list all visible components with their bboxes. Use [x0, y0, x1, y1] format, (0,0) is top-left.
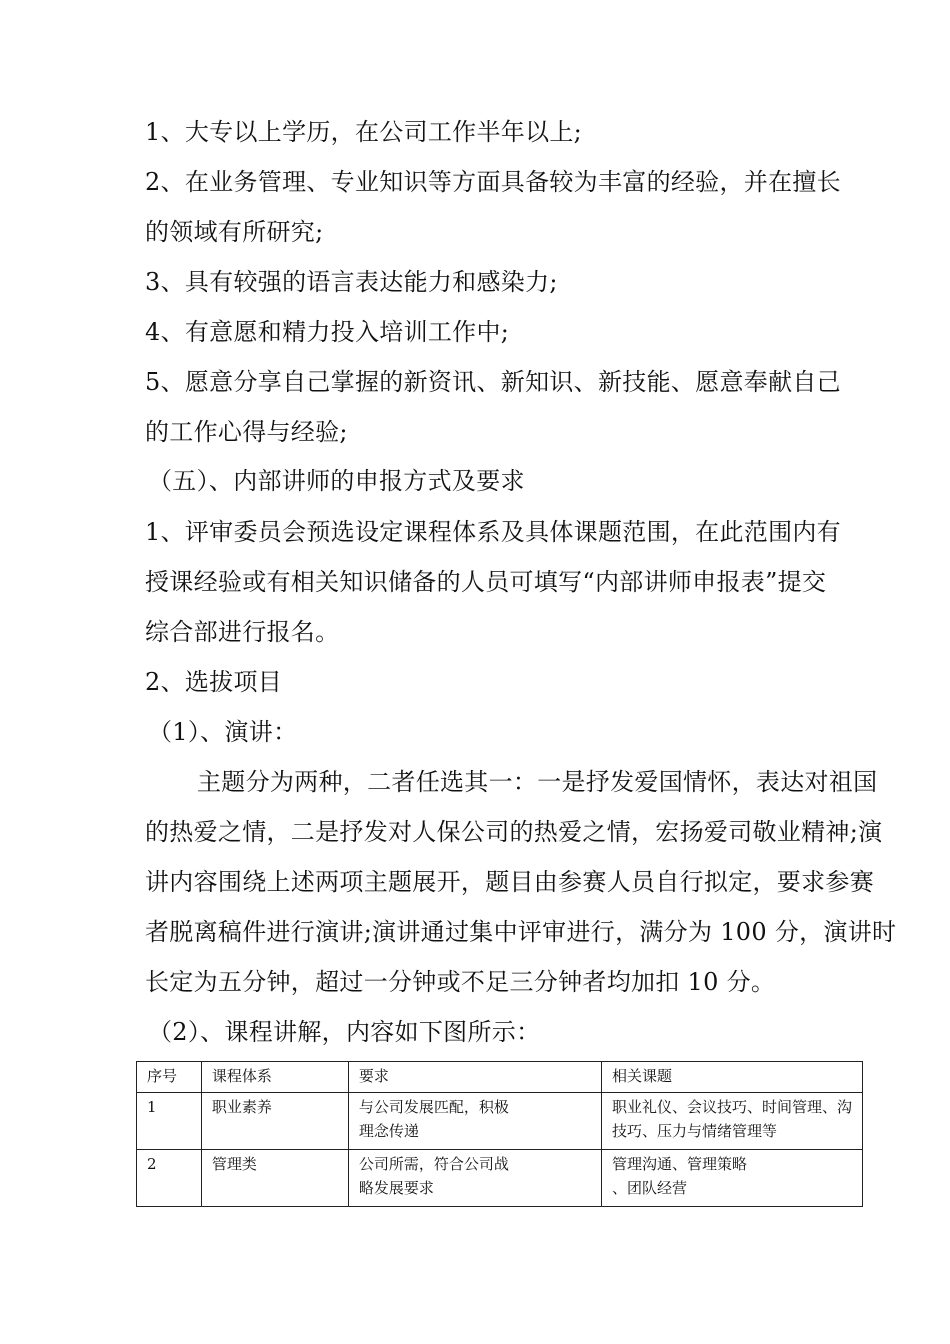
speech-body-line-2: 的热爱之情，二是抒发对人保公司的热爱之情，宏扬爱司敬业精神;演: [145, 818, 883, 846]
section-heading: （五）、内部讲师的申报方式及要求: [148, 467, 525, 495]
requirement-line: 略发展要求: [358, 1179, 434, 1197]
speech-heading: （1）、演讲：: [148, 718, 298, 746]
topics-line: 职业礼仪、会议技巧、时间管理、沟: [611, 1098, 852, 1116]
cell-system: 职业素养: [201, 1093, 348, 1150]
criterion-2-line-2: 的领域有所研究;: [145, 218, 324, 246]
item1-line-1: 1、评审委员会预选设定课程体系及具体课题范围，在此范围内有: [145, 518, 841, 546]
criterion-1: 1、大专以上学历，在公司工作半年以上;: [145, 118, 583, 146]
cell-system: 管理类: [201, 1150, 348, 1207]
requirement-line: 理念传递: [358, 1122, 419, 1140]
requirement-line: 与公司发展匹配，积极: [358, 1098, 509, 1116]
criterion-5-line-1: 5、愿意分享自己掌握的新资讯、新知识、新技能、愿意奉献自己: [145, 368, 841, 396]
item1-line-3: 综合部进行报名。: [145, 618, 340, 646]
header-cell-no: 序号: [137, 1062, 202, 1093]
criterion-3: 3、具有较强的语言表达能力和感染力;: [145, 268, 558, 296]
course-table: [136, 1061, 863, 1207]
cell-requirement: [348, 1150, 601, 1207]
table-row: [137, 1150, 863, 1207]
speech-body-line-4: 者脱离稿件进行演讲;演讲通过集中评审进行，满分为 100 分，演讲时: [145, 918, 897, 946]
cell-no: 1: [137, 1093, 202, 1150]
topics-line: 技巧、压力与情绪管理等: [611, 1122, 777, 1140]
cell-topics: [601, 1093, 862, 1150]
course-heading: （2）、课程讲解，内容如下图所示：: [148, 1018, 541, 1046]
table-header-row: [137, 1062, 863, 1093]
speech-body-line-3: 讲内容围绕上述两项主题展开，题目由参赛人员自行拟定，要求参赛: [145, 868, 874, 896]
requirement-line: 公司所需，符合公司战: [358, 1155, 509, 1173]
header-cell-requirement: 要求: [348, 1062, 601, 1093]
criterion-2-line-1: 2、在业务管理、专业知识等方面具备较为丰富的经验，并在擅长: [145, 168, 841, 196]
criterion-5-line-2: 的工作心得与经验;: [145, 418, 348, 446]
item1-line-2: 授课经验或有相关知识储备的人员可填写“内部讲师申报表”提交: [145, 568, 827, 596]
speech-body-line-5: 长定为五分钟，超过一分钟或不足三分钟者均加扣 10 分。: [145, 968, 776, 996]
topics-line: 、团队经营: [611, 1179, 687, 1197]
criterion-4: 4、有意愿和精力投入培训工作中;: [145, 318, 510, 346]
cell-no: 2: [137, 1150, 202, 1207]
cell-topics: [601, 1150, 862, 1207]
table-row: [137, 1093, 863, 1150]
cell-requirement: [348, 1093, 601, 1150]
header-cell-topics: 相关课题: [601, 1062, 862, 1093]
item2-heading: 2、选拔项目: [145, 668, 283, 696]
speech-body-line-1: 主题分为两种，二者任选其一：一是抒发爱国情怀，表达对祖国: [197, 768, 878, 796]
topics-line: 管理沟通、管理策略: [611, 1155, 747, 1173]
header-cell-system: 课程体系: [201, 1062, 348, 1093]
